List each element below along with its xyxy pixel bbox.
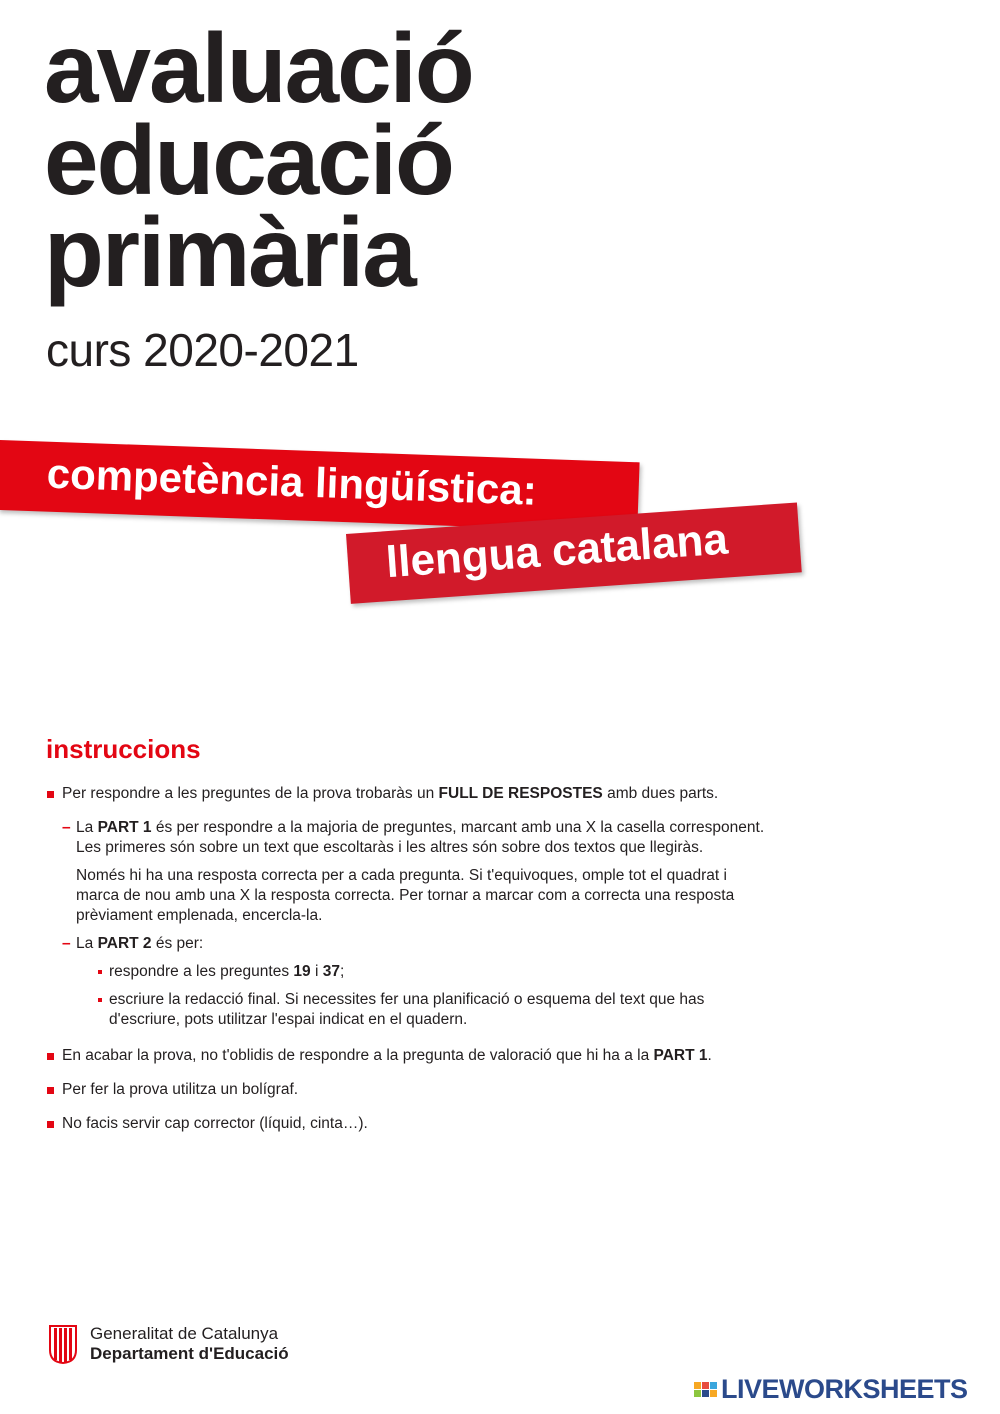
school-year: curs 2020-2021 [46, 324, 359, 376]
document-title [44, 13, 473, 307]
bullet-square-icon [47, 791, 54, 798]
instruction-text: No facis servir cap corrector (líquid, cinta…). [62, 1115, 368, 1132]
dash-icon: – [62, 819, 71, 836]
footer-org: Generalitat de Catalunya [90, 1324, 279, 1343]
liveworksheets-logo-icon [694, 1382, 717, 1397]
part1-pre: La [76, 819, 98, 836]
instruction-bold: FULL DE RESPOSTES [438, 785, 603, 802]
title-line-3: primària [44, 197, 415, 307]
instruction-item [46, 1046, 766, 1066]
footer-logo [48, 1324, 289, 1364]
part2-item-questions [46, 962, 766, 982]
part2-description: és per: [151, 935, 204, 952]
part2-item2-text: escriure la redacció final. Si necessites fer una planificació o esquema del text que has d'escriure, pots utilitzar l'espai indicat en el quadern. [109, 991, 705, 1028]
bullet-square-icon [47, 1053, 54, 1060]
question-number: 19 [293, 963, 311, 980]
dash-icon: – [62, 935, 71, 952]
instruction-text: Per respondre a les preguntes de la prova trobaràs un [62, 785, 439, 802]
title-line-1: avaluació [44, 13, 473, 123]
bullet-square-icon [47, 1121, 54, 1128]
instruction-text: En acabar la prova, no t'oblidis de respondre a la pregunta de valoració que hi ha a la [62, 1047, 654, 1064]
part2-item1-end: ; [339, 963, 345, 980]
bullet-dot-icon [98, 970, 102, 974]
part1-label: PART 1 [97, 819, 152, 836]
title-line-2: educació [44, 105, 453, 215]
instruction-item [46, 784, 766, 804]
instruction-text: Per fer la prova utilitza un bolígraf. [62, 1081, 299, 1098]
instruction-text: . [707, 1047, 712, 1064]
part2-item-essay [46, 990, 766, 1030]
part2-label: PART 2 [97, 935, 152, 952]
question-number: 37 [322, 963, 340, 980]
banner-language-text: llengua catalana [384, 514, 730, 588]
instruction-subitem-part1 [46, 818, 766, 926]
generalitat-emblem-icon [48, 1324, 78, 1364]
instruction-bold: PART 1 [653, 1047, 708, 1064]
footer-dept: Departament d'Educació [90, 1344, 289, 1363]
part2-item1-conj: i [310, 963, 323, 980]
part2-item1-text: respondre a les preguntes [109, 963, 294, 980]
instructions-list [46, 784, 766, 1148]
part2-pre: La [76, 935, 98, 952]
liveworksheets-wordmark: LIVEWORKSHEETS [721, 1374, 968, 1404]
instruction-item [46, 1114, 766, 1134]
part1-paragraph-1 [76, 818, 766, 858]
part1-paragraph-2: Només hi ha una resposta correcta per a cada pregunta. Si t'equivoques, omple tot el quadrat i marca de nou amb una X la resposta correcta. Per tornar a marcar com a correcta una resposta prèviament emplenada, encercla-la. [76, 867, 735, 924]
banner-competence [0, 440, 640, 532]
instruction-text: amb dues parts. [602, 785, 719, 802]
footer-text [90, 1324, 289, 1364]
instructions-heading: instruccions [46, 734, 201, 764]
liveworksheets-watermark [694, 1374, 968, 1405]
part1-description: és per respondre a la majoria de preguntes, marcant amb una X la casella corresponent. Les primeres són sobre un text que escoltaràs i les altres són sobre dos textos que llegiràs. [76, 819, 765, 856]
instruction-item [46, 1080, 766, 1100]
instruction-subitem-part2 [46, 934, 766, 954]
banner-competence-text: competència lingüística: [46, 449, 538, 514]
bullet-square-icon [47, 1087, 54, 1094]
bullet-dot-icon [98, 998, 102, 1002]
